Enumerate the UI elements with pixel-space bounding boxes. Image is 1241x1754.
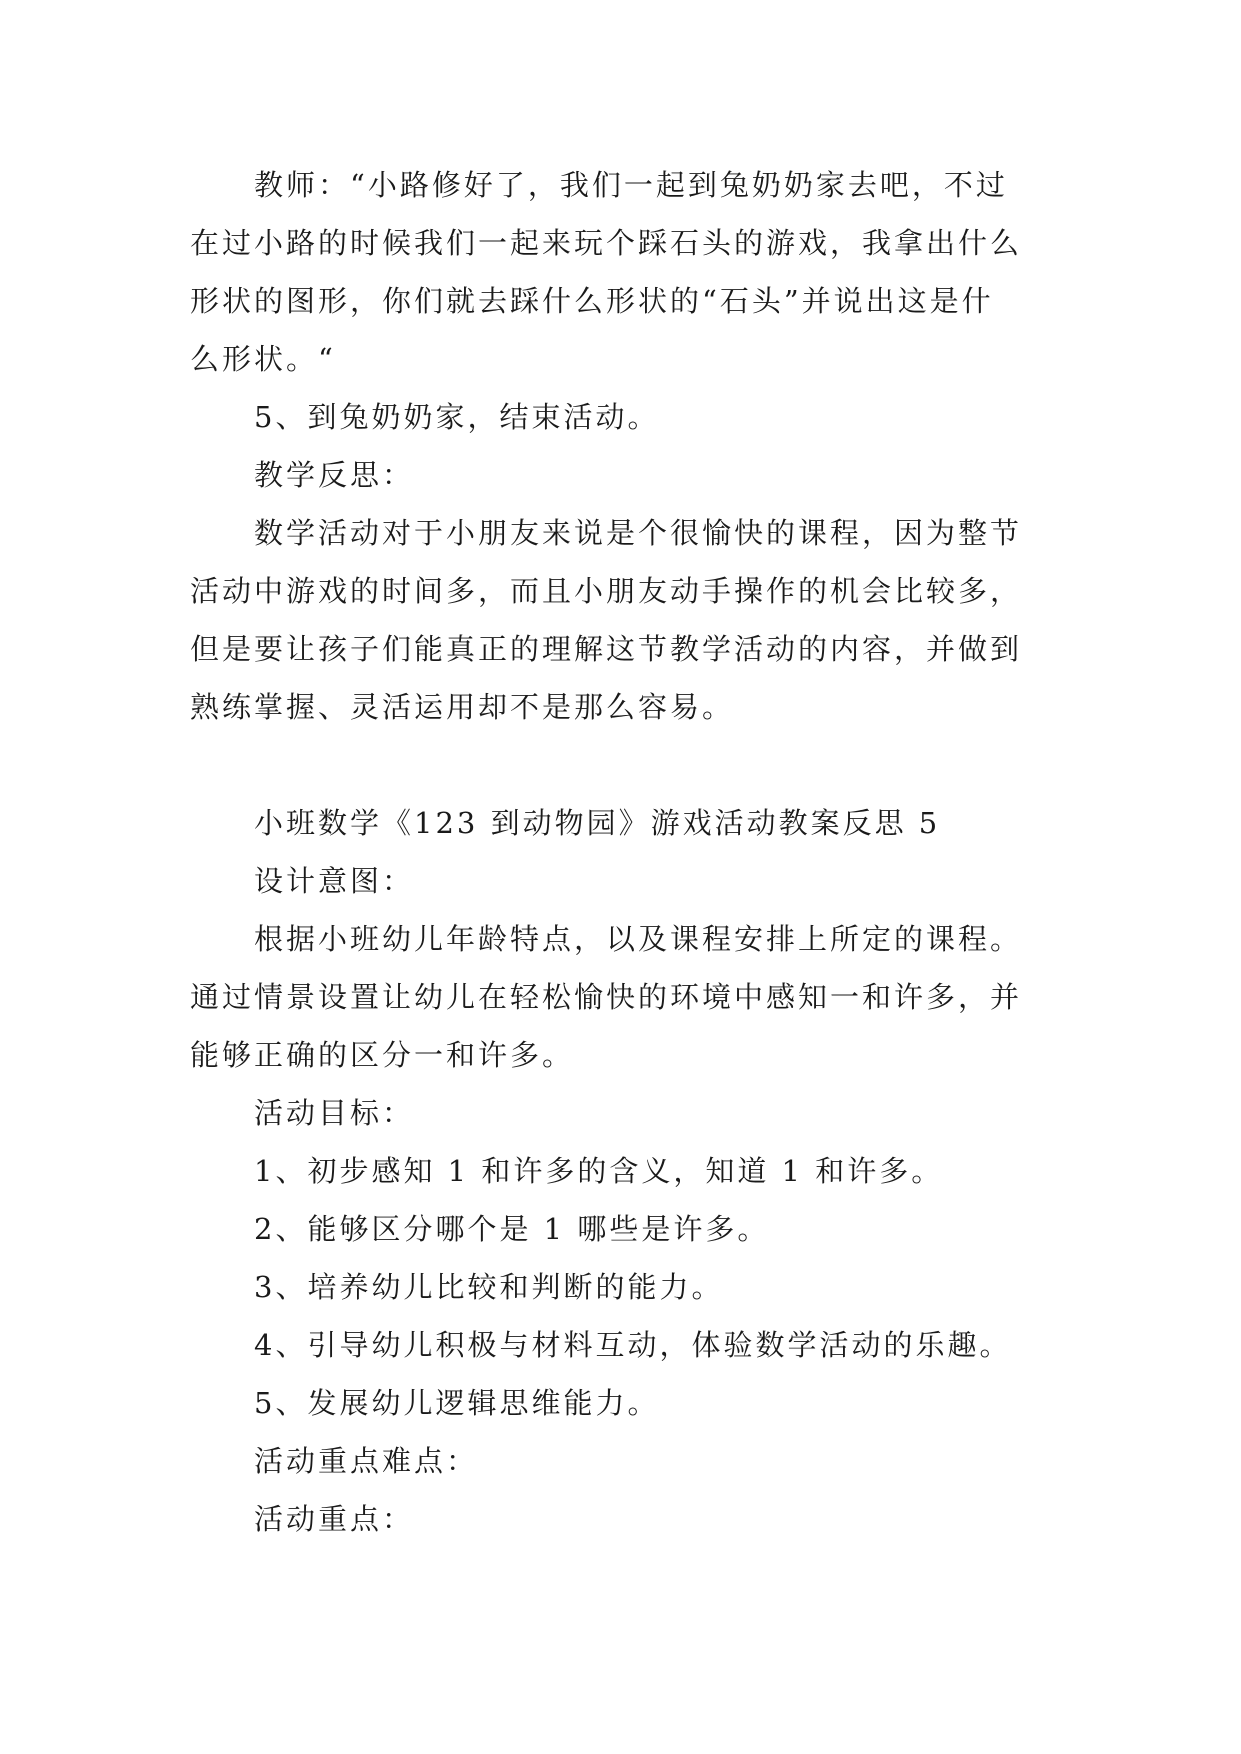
- section-heading: 活动重点：: [254, 1502, 415, 1536]
- list-item: 5、发展幼儿逻辑思维能力。: [254, 1386, 660, 1420]
- list-item: 4、引导幼儿积极与材料互动，体验数学活动的乐趣。: [254, 1328, 1012, 1362]
- paragraph-line: 活动中游戏的时间多，而且小朋友动手操作的机会比较多，: [190, 574, 1023, 608]
- section-heading: 教学反思：: [254, 458, 415, 492]
- paragraph-line: 能够正确的区分一和许多。: [190, 1038, 575, 1072]
- paragraph-line: 形状的图形，你们就去踩什么形状的“石头”并说出这是什: [190, 284, 994, 318]
- paragraph-line: 么形状。“: [190, 342, 336, 376]
- paragraph-line: 熟练掌握、灵活运用却不是那么容易。: [190, 690, 735, 724]
- section-heading: 设计意图：: [254, 864, 415, 898]
- list-item: 3、培养幼儿比较和判断的能力。: [254, 1270, 724, 1304]
- paragraph-line: 教师：“小路修好了，我们一起到兔奶奶家去吧，不过: [254, 168, 1008, 202]
- paragraph-line: 数学活动对于小朋友来说是个很愉快的课程，因为整节: [254, 516, 1023, 550]
- paragraph-line: 但是要让孩子们能真正的理解这节教学活动的内容，并做到: [190, 632, 1023, 666]
- paragraph-line: 根据小班幼儿年龄特点，以及课程安排上所定的课程。: [254, 922, 1023, 956]
- section-heading: 活动重点难点：: [254, 1444, 479, 1478]
- paragraph-line: 通过情景设置让幼儿在轻松愉快的环境中感知一和许多，并: [190, 980, 1023, 1014]
- list-item: 1、初步感知 1 和许多的含义，知道 1 和许多。: [254, 1154, 944, 1188]
- paragraph-line: 5、到兔奶奶家，结束活动。: [254, 400, 660, 434]
- section-heading: 活动目标：: [254, 1096, 415, 1130]
- paragraph-line: 在过小路的时候我们一起来玩个踩石头的游戏，我拿出什么: [190, 226, 1023, 260]
- list-item: 2、能够区分哪个是 1 哪些是许多。: [254, 1212, 770, 1246]
- document-title: 小班数学《123 到动物园》游戏活动教案反思 5: [254, 806, 941, 840]
